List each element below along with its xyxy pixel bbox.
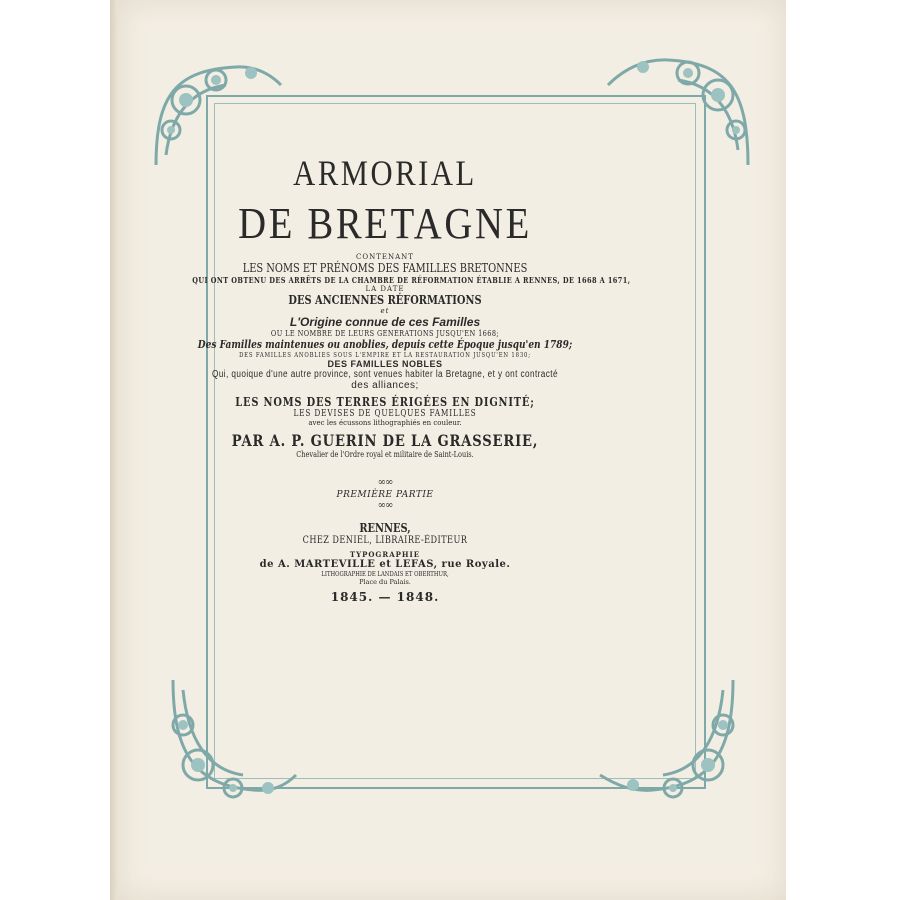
alliances-text: des alliances; — [351, 380, 419, 391]
imprint-printer: de A. MARTEVILLE et LEFAS, rue Royale. — [259, 559, 511, 570]
corner-ornament-bottom-left — [158, 670, 298, 810]
imprint-city: RENNES, — [359, 521, 411, 535]
noms-text: LES NOMS ET PRÉNOMS DES FAMILLES BRETONNES — [242, 261, 528, 275]
ornament-separator-1: ∞∞ — [377, 477, 393, 488]
imprint-litho: LITHOGRAPHIE DE LANDAIS ET OBERTHUR, — [321, 570, 449, 578]
quoique-text: Qui, quoique d'une autre province, sont venues habiter la Bretagne, et y ont contracté — [212, 369, 558, 380]
title-de-bretagne: DE BRETAGNE — [238, 199, 532, 248]
author-text: PAR A. P. GUERIN DE LA GRASSERIE, — [231, 431, 539, 450]
origine-text: L'Origine connue de ces Familles — [289, 315, 481, 329]
arrets-text: QUI ONT OBTENU DES ARRÊTS DE LA CHAMBRE DE RÉFORMATION ÉTABLIE A RENNES, DE 1668 A 1671, — [192, 275, 631, 285]
ornament-separator-2: ∞∞ — [377, 500, 393, 511]
anciennes-text: DES ANCIENNES RÉFORMATIONS — [288, 293, 482, 307]
la-date-text: LA DATE — [365, 285, 405, 293]
devises-text: LES DEVISES DE QUELQUES FAMILLES — [293, 409, 477, 419]
ecussons-text: avec les écussons lithographiés en couleur. — [308, 419, 462, 427]
imprint-publisher: CHEZ DENIEL, LIBRAIRE-ÉDITEUR — [302, 535, 468, 546]
et-text: et — [380, 307, 390, 315]
imprint-typographie: TYPOGRAPHIE — [349, 550, 421, 559]
imprint-place: Place du Palais. — [359, 578, 411, 586]
corner-ornament-bottom-right — [588, 670, 748, 810]
chevalier-text: Chevalier de l'Ordre royal et militaire de Saint-Louis. — [296, 450, 474, 459]
contenant-text: CONTENANT — [356, 253, 414, 261]
corner-ornament-top-right — [598, 45, 758, 175]
maintenues-text: Des Familles maintenues ou anoblies, depuis cette Époque jusqu'en 1789; — [197, 338, 573, 351]
title-page-text — [150, 140, 631, 604]
nombre-text: OU LE NOMBRE DE LEURS GÉNÉRATIONS JUSQU'EN 1668; — [270, 329, 500, 338]
title-armorial: ARMORIAL — [293, 153, 477, 193]
empire-text: DES FAMILLES ANOBLIES SOUS L'EMPIRE ET LA RESTAURATION JUSQU'EN 1830; — [239, 351, 531, 359]
partie-text: PREMIÈRE PARTIE — [336, 490, 434, 500]
terres-text: LES NOMS DES TERRES ÉRIGÉES EN DIGNITÉ; — [235, 395, 535, 409]
nobles-text: DES FAMILLES NOBLES — [327, 359, 443, 369]
imprint-years: 1845. — 1848. — [330, 590, 440, 604]
